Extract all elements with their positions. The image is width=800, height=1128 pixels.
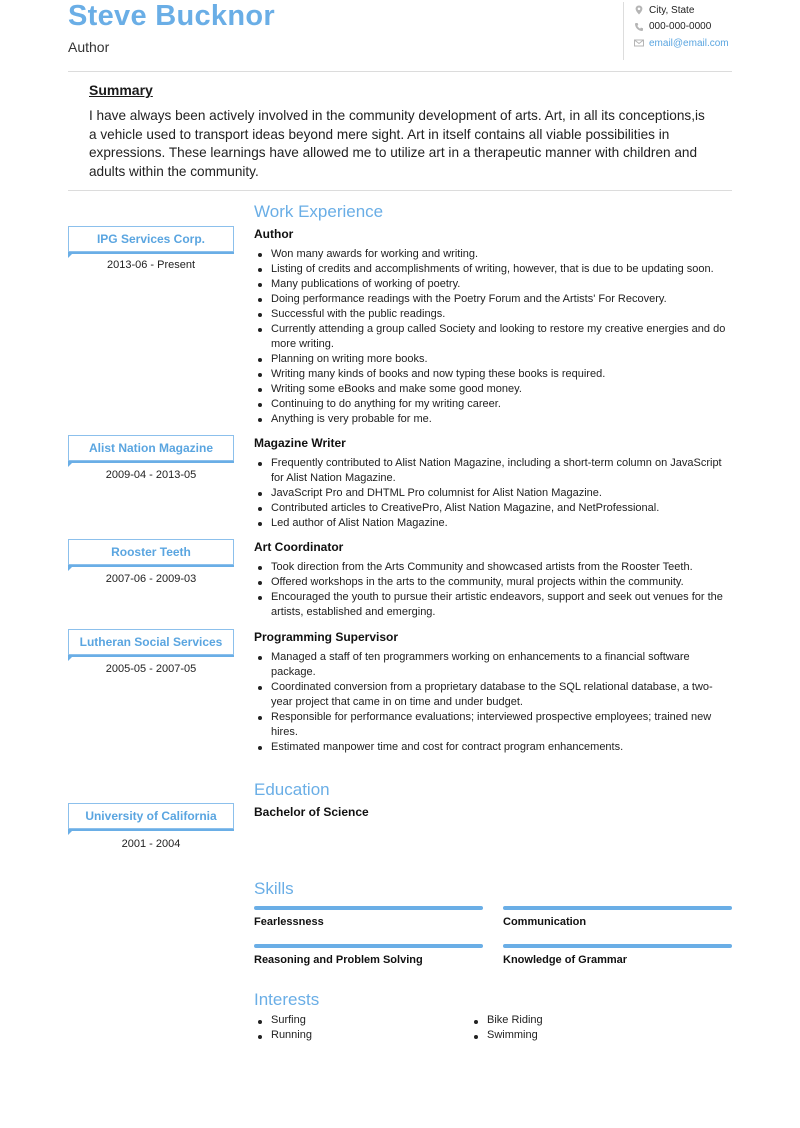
company-tag xyxy=(68,539,234,565)
summary-text: I have always been actively involved in the community development of arts. Art, in all its conceptions,is a vehicle used to transport ideas beyond mere sight. Art in itself contains all viable possibilities in expressions. These learnings have allowed me to utilize art in a therapeutic manner with children and adults within the community. xyxy=(89,108,705,179)
list-item: Contributed articles to CreativePro, Alist Nation Magazine, and NetProfessional. xyxy=(254,501,732,516)
interest-item: Surfing xyxy=(254,1014,306,1026)
job-dates: 2007-06 - 2009-03 xyxy=(105,573,197,585)
job-dates: 2009-04 - 2013-05 xyxy=(105,469,197,481)
divider xyxy=(68,71,732,72)
list-item: Anything is very probable for me. xyxy=(254,412,732,427)
job-bullets xyxy=(254,247,732,427)
skill-bar xyxy=(503,906,732,910)
list-item: Responsible for performance evaluations; interviewed prospective employees; trained new hires. xyxy=(254,710,732,740)
company-name: Lutheran Social Services xyxy=(79,635,223,649)
job-bullets xyxy=(254,650,732,755)
degree-title: Bachelor of Science xyxy=(254,805,369,819)
company-name: Alist Nation Magazine xyxy=(88,441,213,455)
contact-phone xyxy=(634,19,743,35)
skill-item xyxy=(254,944,483,966)
phone-text: 000-000-0000 xyxy=(649,21,712,32)
skill-bar xyxy=(254,944,483,948)
list-item: Writing some eBooks and make some good money. xyxy=(254,382,732,397)
job-dates: 2013-06 - Present xyxy=(106,259,196,271)
list-item: Frequently contributed to Alist Nation Magazine, including a short-term column on JavaScript for Alist Nation Magazine. xyxy=(254,456,732,486)
school-tag xyxy=(68,803,234,829)
skills-heading: Skills xyxy=(254,879,294,898)
list-item: Listing of credits and accomplishments of writing, however, that is due to be updating soon. xyxy=(254,262,732,277)
list-item: Managed a staff of ten programmers working on enhancements to a financial software package. xyxy=(254,650,732,680)
candidate-name: Steve Bucknor xyxy=(68,0,275,32)
job-title: Author xyxy=(254,227,294,241)
job-title: Magazine Writer xyxy=(254,436,346,450)
skill-label: Knowledge of Grammar xyxy=(503,954,628,966)
summary-heading: Summary xyxy=(89,82,153,98)
list-item: Many publications of working of poetry. xyxy=(254,277,732,292)
job-title: Programming Supervisor xyxy=(254,630,399,644)
interests-heading: Interests xyxy=(254,990,320,1009)
contact-block xyxy=(623,2,743,60)
list-item: Coordinated conversion from a proprietary database to the SQL relational database, a two-year project that came in on time and under budget. xyxy=(254,680,732,710)
list-item: Took direction from the Arts Community and showcased artists from the Rooster Teeth. xyxy=(254,560,732,575)
list-item: Successful with the public readings. xyxy=(254,307,732,322)
company-tag xyxy=(68,435,234,461)
work-experience-heading: Work Experience xyxy=(254,202,384,221)
contact-location xyxy=(634,2,743,18)
interest-item: Bike Riding xyxy=(470,1014,543,1026)
job-title: Art Coordinator xyxy=(254,540,344,554)
list-item: Estimated manpower time and cost for contract program enhancements. xyxy=(254,740,732,755)
list-item: Currently attending a group called Society and looking to restore my creative energies and do more writing. xyxy=(254,322,732,352)
education-dates: 2001 - 2004 xyxy=(121,838,181,850)
contact-email[interactable] xyxy=(634,35,743,51)
skill-item xyxy=(254,906,483,928)
skill-label: Communication xyxy=(503,916,587,928)
interest-item: Running xyxy=(254,1029,312,1041)
map-pin-icon xyxy=(634,5,644,15)
phone-icon xyxy=(634,22,644,32)
list-item: JavaScript Pro and DHTML Pro columnist for Alist Nation Magazine. xyxy=(254,486,732,501)
envelope-icon xyxy=(634,38,644,48)
skill-bar xyxy=(503,944,732,948)
interest-item: Swimming xyxy=(470,1029,538,1041)
skill-label: Reasoning and Problem Solving xyxy=(254,954,423,966)
list-item: Led author of Alist Nation Magazine. xyxy=(254,516,732,531)
divider xyxy=(68,190,732,191)
skill-item xyxy=(503,944,732,966)
list-item: Doing performance readings with the Poetry Forum and the Artists' For Recovery. xyxy=(254,292,732,307)
list-item: Writing many kinds of books and now typing these books is required. xyxy=(254,367,732,382)
skill-bar xyxy=(254,906,483,910)
skill-item xyxy=(503,906,732,928)
list-item: Offered workshops in the arts to the community, mural projects within the community. xyxy=(254,575,732,590)
candidate-role: Author xyxy=(68,39,110,55)
company-tag xyxy=(68,629,234,655)
school-name: University of California xyxy=(85,809,217,823)
company-name: IPG Services Corp. xyxy=(96,232,206,246)
education-heading: Education xyxy=(254,780,330,799)
list-item: Won many awards for working and writing. xyxy=(254,247,732,262)
list-item: Continuing to do anything for my writing career. xyxy=(254,397,732,412)
location-text: City, State xyxy=(649,4,695,16)
job-bullets xyxy=(254,560,732,620)
company-tag xyxy=(68,226,234,252)
list-item: Planning on writing more books. xyxy=(254,352,732,367)
skill-label: Fearlessness xyxy=(254,916,324,928)
email-link[interactable]: email@email.com xyxy=(649,37,729,49)
company-name: Rooster Teeth xyxy=(111,545,191,559)
list-item: Encouraged the youth to pursue their artistic endeavors, support and seek out venues for the artists, established and emerging. xyxy=(254,590,732,620)
job-dates: 2005-05 - 2007-05 xyxy=(105,663,197,675)
job-bullets xyxy=(254,456,732,531)
